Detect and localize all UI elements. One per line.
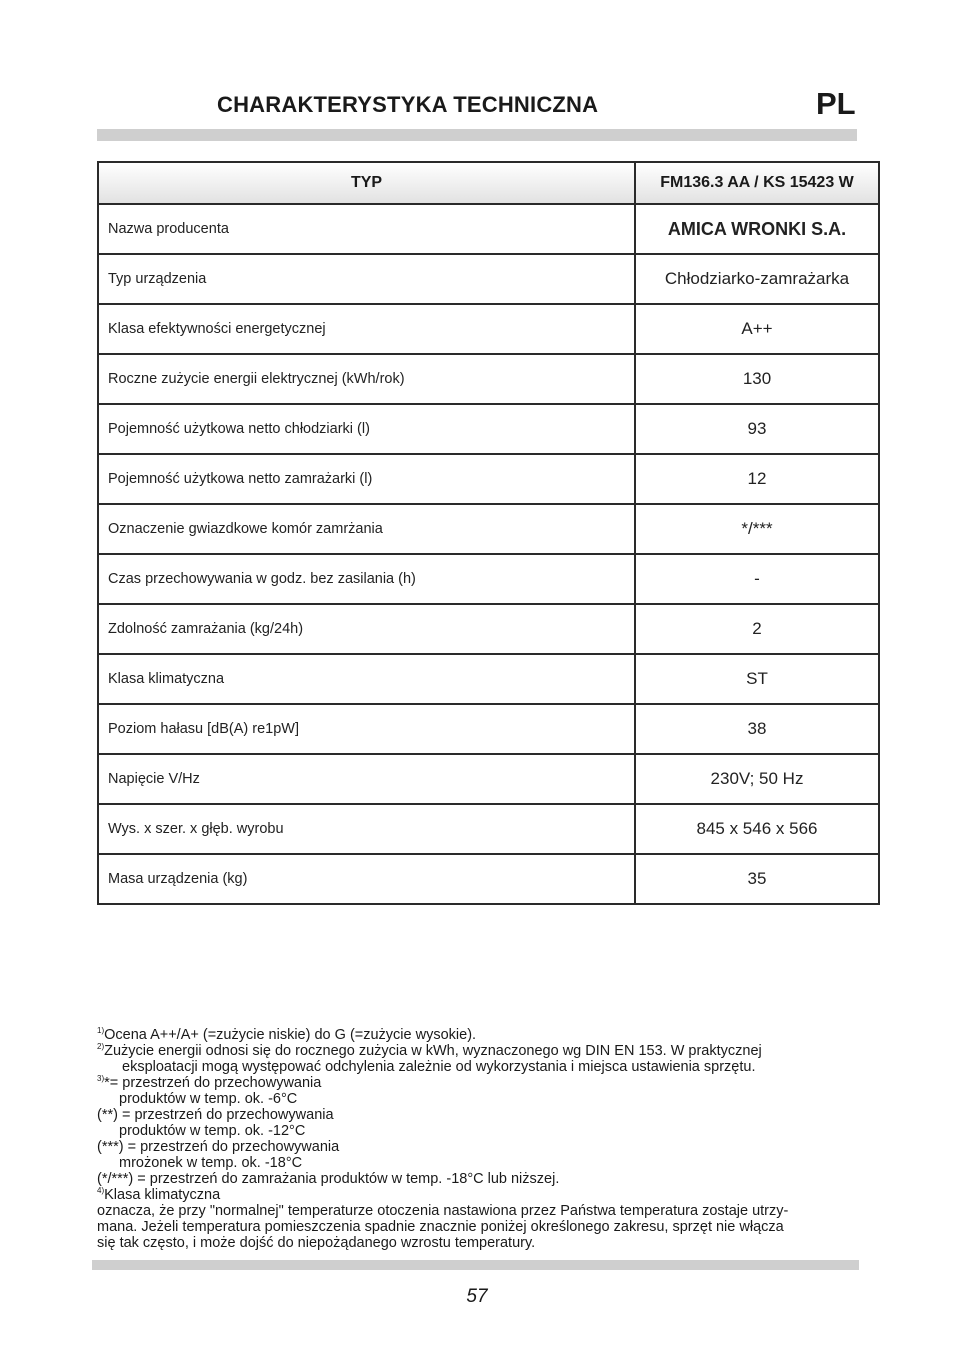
footnote-4: $^{4)}$Klasa klimatyczna <box>97 1186 221 1203</box>
footnote-4-line: się tak często, i może dojść do niepożądanego wzrostu temperatury. <box>97 1235 536 1251</box>
table-row <box>98 504 879 554</box>
footer-divider-bar <box>92 1260 859 1270</box>
footnote-3-line: (**) = przestrzeń do przechowywania <box>97 1107 334 1123</box>
header-label-cell: TYP <box>98 162 635 204</box>
header-divider-bar <box>97 129 857 141</box>
table-row <box>98 404 879 454</box>
row-value: 12 <box>635 454 879 504</box>
row-label: Wys. x szer. x głęb. wyrobu <box>98 804 635 854</box>
header-model-cell: FM136.3 AA / KS 15423 W <box>635 162 879 204</box>
footnote-3-line: produktów w temp. ok. -12°C <box>119 1123 306 1139</box>
row-value: 35 <box>635 854 879 904</box>
page-title: CHARAKTERYSTYKA TECHNICZNA <box>217 92 599 117</box>
row-value: ST <box>635 654 879 704</box>
row-label: Nazwa producenta <box>98 204 635 254</box>
row-value: 230V; 50 Hz <box>635 754 879 804</box>
footnote-3-line: (*/***) = przestrzeń do zamrażania produktów w temp. -18°C lub niższej. <box>97 1171 560 1187</box>
row-value: 845 x 546 x 566 <box>635 804 879 854</box>
row-value: 130 <box>635 354 879 404</box>
row-value: AMICA WRONKI S.A. <box>635 204 879 254</box>
table-row <box>98 804 879 854</box>
footnote-marker: 2) <box>97 1042 105 1051</box>
table-header-row <box>98 162 879 204</box>
footnote-1: $^{1)}$Ocena A++/A+ (=zużycie niskie) do G (=zużycie wysokie). <box>97 1026 477 1043</box>
table-row <box>98 254 879 304</box>
footnote-2: $^{2)}$Zużycie energii odnosi się do rocznego zużycia w kWh, wyznaczonego wg DIN EN 153. W praktycznej <box>97 1042 762 1059</box>
footnote-marker: 3) <box>97 1074 105 1083</box>
table-row <box>98 654 879 704</box>
language-code: PL <box>816 86 856 121</box>
footnote-2-cont: eksploatacji mogą występować odchylenia zależnie od wykorzystania i miejsca ustawienia sprzętu. <box>122 1059 756 1075</box>
row-value: 93 <box>635 404 879 454</box>
footnote-marker: 1) <box>97 1026 105 1035</box>
row-label: Masa urządzenia (kg) <box>98 854 635 904</box>
row-label: Poziom hałasu [dB(A) re1pW] <box>98 704 635 754</box>
row-label: Klasa klimatyczna <box>98 654 635 704</box>
table-row <box>98 304 879 354</box>
row-label: Oznaczenie gwiazdkowe komór zamrżania <box>98 504 635 554</box>
table-row <box>98 854 879 904</box>
row-label: Napięcie V/Hz <box>98 754 635 804</box>
footnotes <box>97 1027 867 1251</box>
table-row <box>98 204 879 254</box>
row-value: 38 <box>635 704 879 754</box>
page-number: 57 <box>466 1286 488 1307</box>
footnote-3-line: (***) = przestrzeń do przechowywania <box>97 1139 340 1155</box>
footnote-4-line: mana. Jeżeli temperatura pomieszczenia spadnie znacznie poniżej określonego zakresu, sprzęt nie włącza <box>97 1219 784 1235</box>
footnote-3-line: produktów w temp. ok. -6°C <box>119 1091 298 1107</box>
row-value: - <box>635 554 879 604</box>
table-row <box>98 604 879 654</box>
row-label: Zdolność zamrażania (kg/24h) <box>98 604 635 654</box>
footnote-3: $^{3)}$*= przestrzeń do przechowywania <box>97 1074 322 1091</box>
table-row <box>98 754 879 804</box>
table-row <box>98 354 879 404</box>
row-value: A++ <box>635 304 879 354</box>
footnote-4-line: oznacza, że przy "normalnej" temperaturze otoczenia nastawiona przez Państwa temperatura zostaje utrzy- <box>97 1203 789 1219</box>
row-label: Typ urządzenia <box>98 254 635 304</box>
row-value: Chłodziarko-zamrażarka <box>635 254 879 304</box>
row-label: Pojemność użytkowa netto zamrażarki (l) <box>98 454 635 504</box>
row-label: Pojemność użytkowa netto chłodziarki (l) <box>98 404 635 454</box>
row-label: Czas przechowywania w godz. bez zasilania (h) <box>98 554 635 604</box>
row-value: */*** <box>635 504 879 554</box>
footnote-marker: 4) <box>97 1186 105 1195</box>
table-row <box>98 454 879 504</box>
row-label: Klasa efektywności energetycznej <box>98 304 635 354</box>
row-value: 2 <box>635 604 879 654</box>
table-row <box>98 704 879 754</box>
row-label: Roczne zużycie energii elektrycznej (kWh/rok) <box>98 354 635 404</box>
footnote-3-line: mrożonek w temp. ok. -18°C <box>119 1155 303 1171</box>
table-row <box>98 554 879 604</box>
spec-table <box>97 161 880 905</box>
